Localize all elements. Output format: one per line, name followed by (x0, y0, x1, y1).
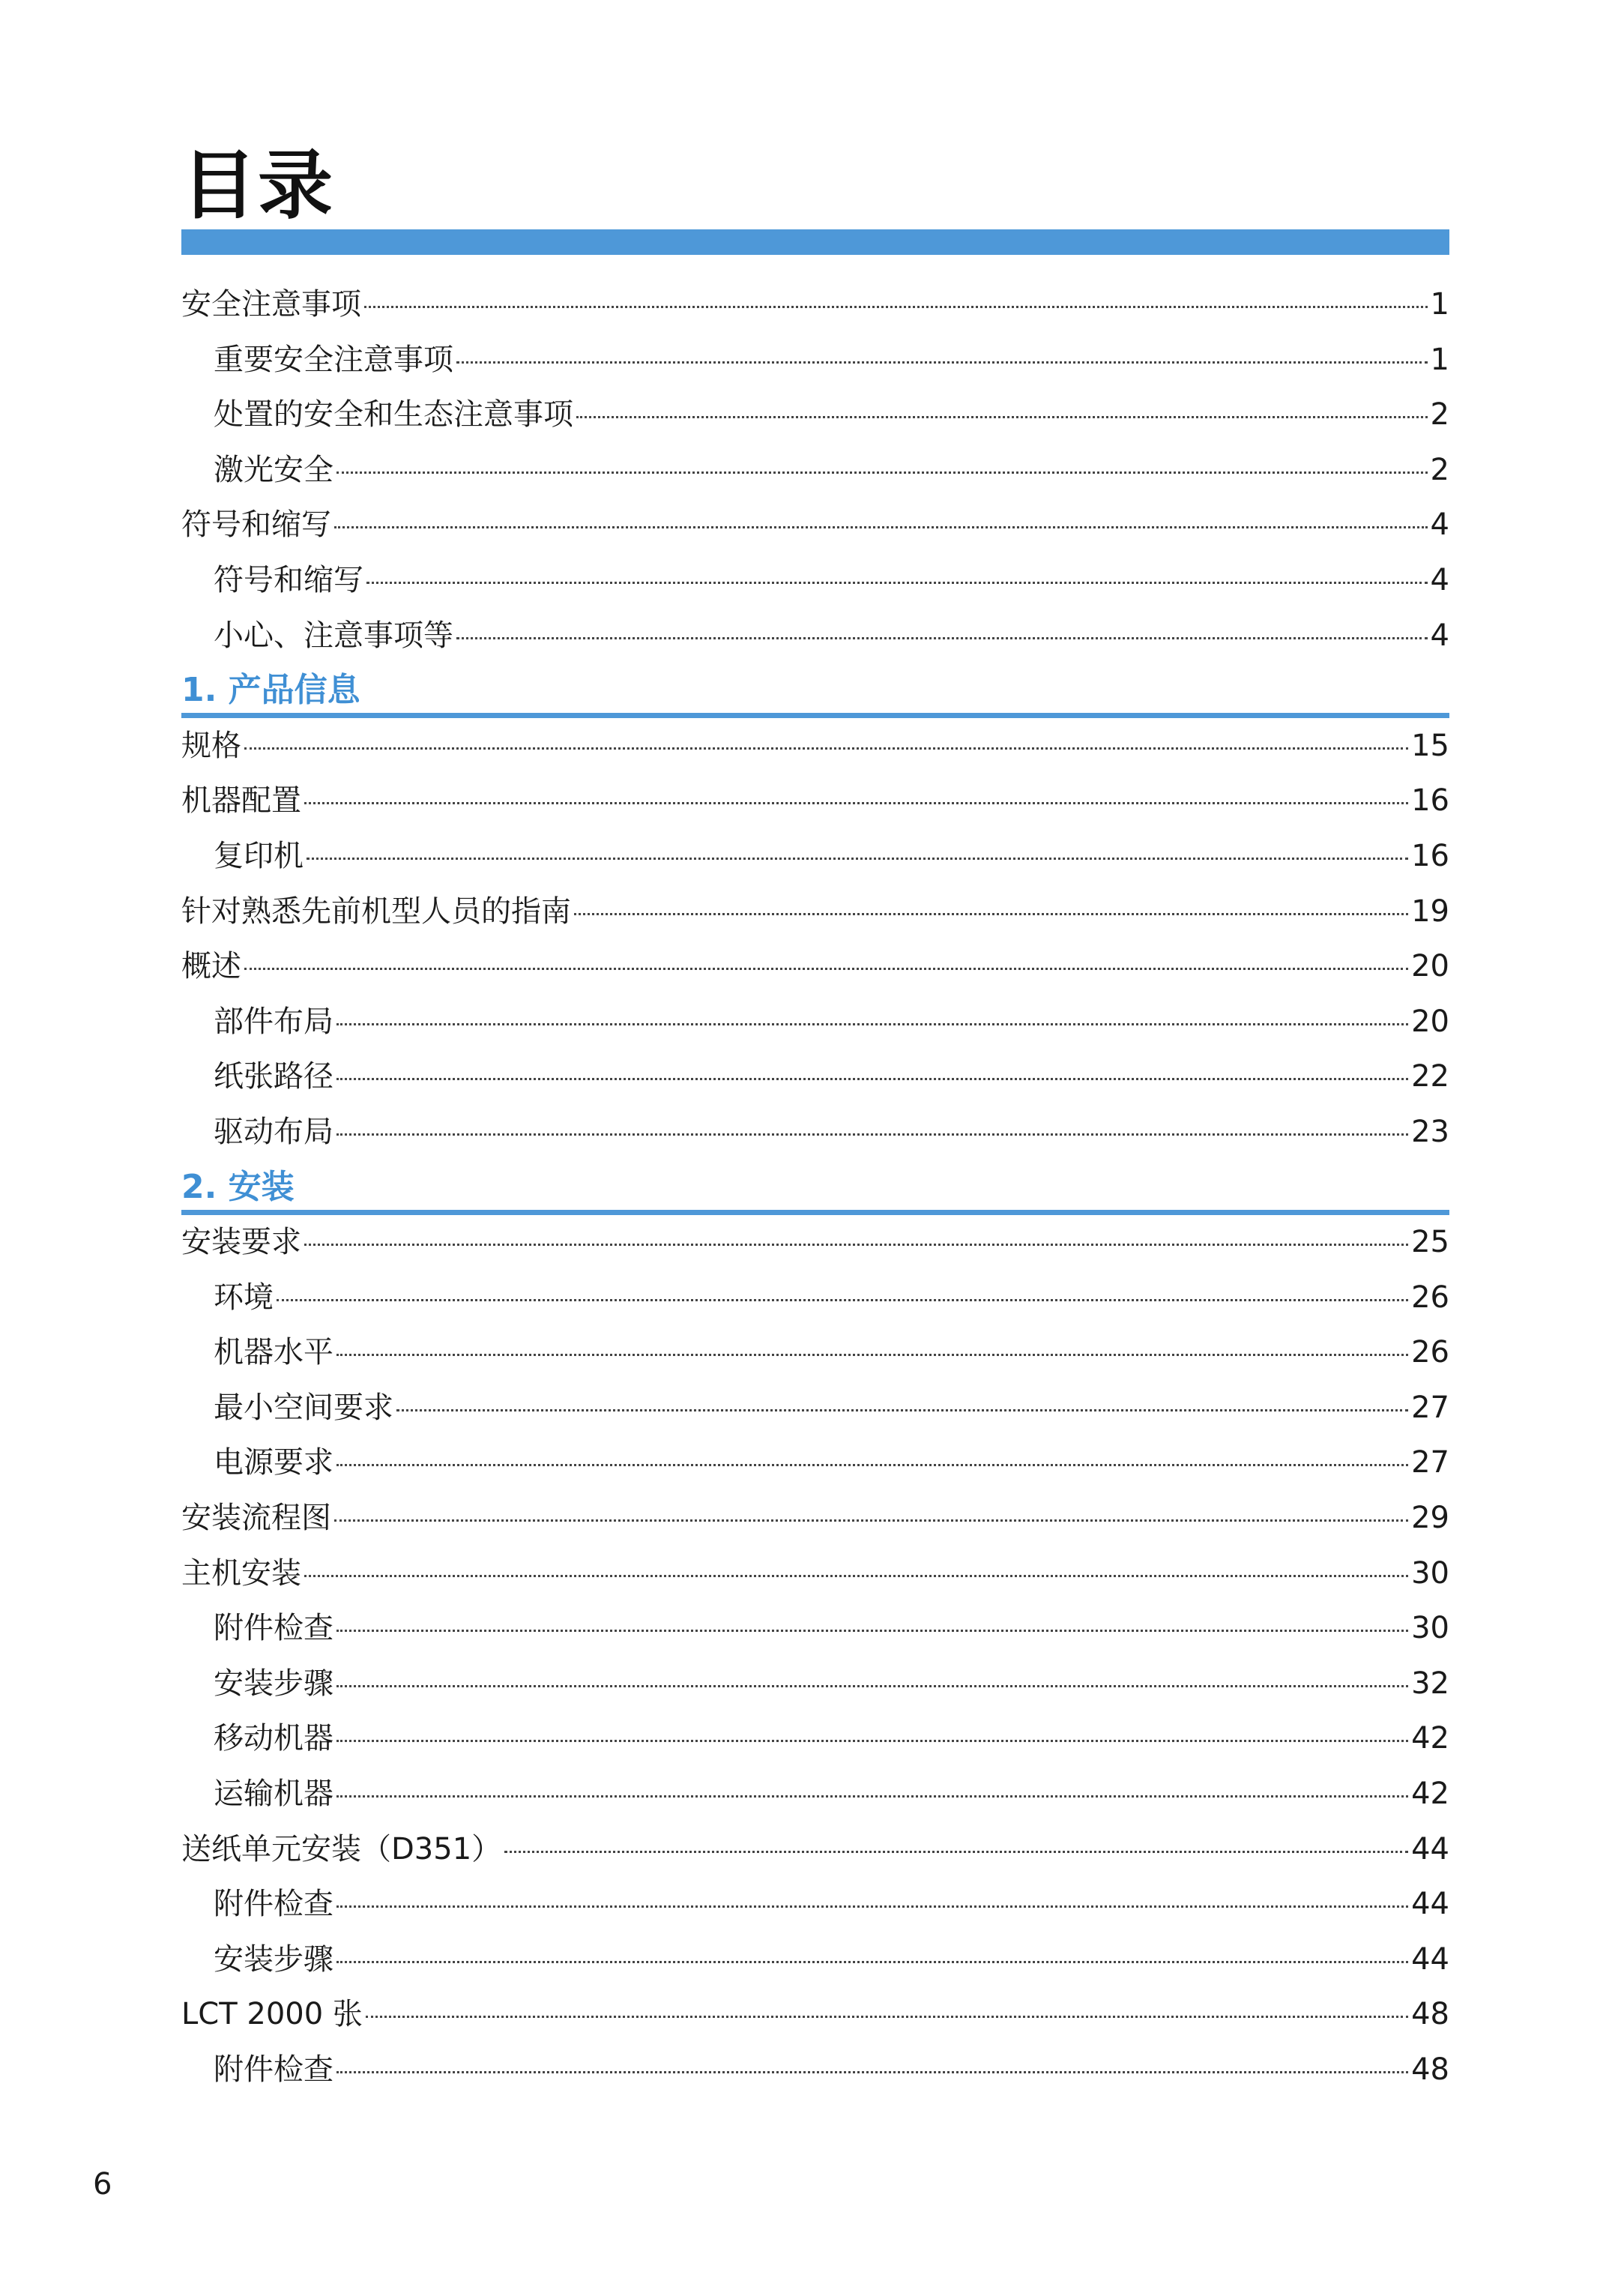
toc-entry[interactable] (181, 1435, 1449, 1491)
toc-entry-label: 安装步骤 (214, 1941, 333, 1977)
dot-leader (304, 1575, 1408, 1577)
toc-entry-page: 19 (1411, 894, 1449, 929)
dot-leader (304, 1244, 1408, 1246)
dot-leader (336, 1795, 1408, 1798)
toc-entry-page: 26 (1411, 1280, 1449, 1315)
dot-leader (574, 913, 1408, 915)
toc-entry-label: 安装要求 (181, 1225, 301, 1260)
toc-entry[interactable] (181, 553, 1449, 609)
toc-entry-label: 机器水平 (214, 1335, 333, 1370)
toc-entry-page: 23 (1411, 1114, 1449, 1149)
toc-entry-label: 送纸单元安装（D351） (181, 1831, 502, 1866)
toc-entry-label: 最小空间要求 (214, 1390, 393, 1425)
toc-entry[interactable] (181, 277, 1449, 333)
toc-entry[interactable] (181, 1049, 1449, 1105)
dot-leader (336, 471, 1428, 474)
toc-entry-page: 1 (1430, 342, 1449, 377)
toc-entry[interactable] (181, 609, 1449, 664)
toc-entry[interactable] (181, 388, 1449, 443)
toc-entry-page: 20 (1411, 1004, 1449, 1039)
dot-leader (366, 582, 1428, 584)
toc-entry-page: 48 (1411, 1997, 1449, 2032)
toc-entry[interactable] (181, 995, 1449, 1050)
toc-entry-label: 运输机器 (214, 1777, 333, 1812)
toc-entry-label: 针对熟悉先前机型人员的指南 (181, 894, 571, 929)
toc-entry-label: 安装流程图 (181, 1501, 331, 1536)
toc-entry[interactable] (181, 774, 1449, 829)
toc-entry-page: 16 (1411, 838, 1449, 873)
toc-entry[interactable] (181, 1932, 1449, 1988)
dot-leader (336, 1023, 1408, 1025)
toc-entry-page: 44 (1411, 1887, 1449, 1922)
title-bar (181, 229, 1449, 255)
toc-entry-label: 概述 (181, 949, 241, 984)
dot-leader (336, 1685, 1408, 1687)
toc-entry-label: 小心、注意事项等 (214, 618, 453, 653)
dot-leader (336, 1905, 1408, 1908)
toc-entry-page: 25 (1411, 1225, 1449, 1260)
toc-entry-label: 部件布局 (214, 1004, 333, 1039)
toc-entry-page: 20 (1411, 949, 1449, 984)
chapter-label: 1. 产品信息 (181, 671, 360, 710)
toc-entry-page: 27 (1411, 1445, 1449, 1480)
toc-entry[interactable] (181, 1767, 1449, 1822)
toc-entry-page: 30 (1411, 1555, 1449, 1591)
toc-entry[interactable] (181, 1215, 1449, 1271)
toc-entry[interactable] (181, 1657, 1449, 1712)
dot-leader (334, 526, 1428, 528)
toc-entry[interactable] (181, 1546, 1449, 1602)
dot-leader (336, 1630, 1408, 1632)
toc-entry-label: 符号和缩写 (214, 562, 363, 597)
dot-leader (336, 1961, 1408, 1963)
toc-entry-label: LCT 2000 张 (181, 1997, 363, 2032)
toc-entry-page: 16 (1411, 783, 1449, 819)
dot-leader (307, 858, 1408, 860)
toc-entry[interactable] (181, 2043, 1449, 2098)
toc-entry-page: 26 (1411, 1335, 1449, 1370)
dot-leader (396, 1409, 1408, 1411)
toc-entry-label: 安全注意事项 (181, 287, 361, 322)
page-title: 目录 (181, 142, 334, 229)
toc-entry-page: 22 (1411, 1059, 1449, 1094)
dot-leader (244, 968, 1408, 970)
toc-entry-page: 42 (1411, 1777, 1449, 1812)
toc-entry[interactable] (181, 1325, 1449, 1381)
dot-leader (244, 747, 1408, 750)
toc-entry[interactable] (181, 719, 1449, 774)
chapter-label: 2. 安装 (181, 1167, 295, 1206)
toc-entry[interactable] (181, 1601, 1449, 1657)
toc-entry-label: 附件检查 (214, 2052, 333, 2087)
toc-entry-label: 激光安全 (214, 452, 333, 487)
table-of-contents (181, 277, 1449, 2098)
dot-leader (304, 802, 1408, 804)
toc-entry[interactable] (181, 1381, 1449, 1436)
toc-entry-label: 纸张路径 (214, 1059, 333, 1094)
toc-entry[interactable] (181, 829, 1449, 885)
toc-entry-page: 42 (1411, 1721, 1449, 1756)
toc-entry[interactable] (181, 498, 1449, 553)
toc-entry-page: 4 (1430, 618, 1449, 653)
toc-entry[interactable] (181, 333, 1449, 388)
dot-leader (364, 306, 1428, 308)
toc-entry-label: 主机安装 (181, 1555, 301, 1591)
dot-leader (336, 1354, 1408, 1356)
toc-entry-label: 符号和缩写 (181, 507, 331, 543)
toc-entry-label: 驱动布局 (214, 1114, 333, 1149)
dot-leader (576, 416, 1428, 418)
toc-entry[interactable] (181, 1105, 1449, 1160)
toc-entry[interactable] (181, 1491, 1449, 1546)
toc-entry-label: 环境 (214, 1280, 274, 1315)
toc-entry-label: 规格 (181, 728, 241, 763)
toc-entry-page: 32 (1411, 1666, 1449, 1701)
toc-entry-page: 29 (1411, 1501, 1449, 1536)
toc-entry-page: 2 (1430, 452, 1449, 487)
toc-entry[interactable] (181, 443, 1449, 498)
dot-leader (456, 361, 1428, 364)
toc-entry-page: 4 (1430, 562, 1449, 597)
toc-entry[interactable] (181, 885, 1449, 940)
dot-leader (336, 1464, 1408, 1466)
toc-entry-label: 复印机 (214, 838, 304, 873)
dot-leader (277, 1299, 1408, 1301)
toc-entry[interactable] (181, 1987, 1449, 2043)
toc-entry-label: 安装步骤 (214, 1666, 333, 1701)
chapter-rule (181, 1210, 1449, 1215)
toc-entry[interactable] (181, 1711, 1449, 1767)
toc-entry-label: 机器配置 (181, 783, 301, 819)
dot-leader (334, 1519, 1408, 1522)
chapter-rule (181, 713, 1449, 718)
toc-entry-page: 1 (1430, 287, 1449, 322)
toc-entry-label: 附件检查 (214, 1611, 333, 1646)
chapter-heading[interactable] (181, 1160, 1449, 1216)
chapter-heading[interactable] (181, 663, 1449, 719)
toc-entry-label: 重要安全注意事项 (214, 342, 453, 377)
dot-leader (456, 637, 1428, 639)
toc-entry[interactable] (181, 1877, 1449, 1932)
toc-entry-page: 15 (1411, 728, 1449, 763)
toc-entry-label: 处置的安全和生态注意事项 (214, 397, 573, 433)
toc-entry-page: 48 (1411, 2052, 1449, 2087)
dot-leader (336, 1740, 1408, 1742)
toc-entry-page: 44 (1411, 1941, 1449, 1977)
dot-leader (504, 1851, 1408, 1853)
toc-entry-page: 4 (1430, 507, 1449, 543)
dot-leader (336, 1078, 1408, 1080)
toc-entry[interactable] (181, 1822, 1449, 1878)
dot-leader (366, 2016, 1408, 2018)
toc-entry-label: 移动机器 (214, 1721, 333, 1756)
toc-entry[interactable] (181, 1271, 1449, 1326)
dot-leader (336, 2071, 1408, 2073)
page-number: 6 (93, 2167, 112, 2202)
toc-entry-page: 44 (1411, 1831, 1449, 1866)
toc-entry-label: 电源要求 (214, 1445, 333, 1480)
toc-entry-label: 附件检查 (214, 1887, 333, 1922)
dot-leader (336, 1133, 1408, 1136)
toc-entry-page: 30 (1411, 1611, 1449, 1646)
toc-entry[interactable] (181, 939, 1449, 995)
toc-entry-page: 2 (1430, 397, 1449, 433)
toc-entry-page: 27 (1411, 1390, 1449, 1425)
